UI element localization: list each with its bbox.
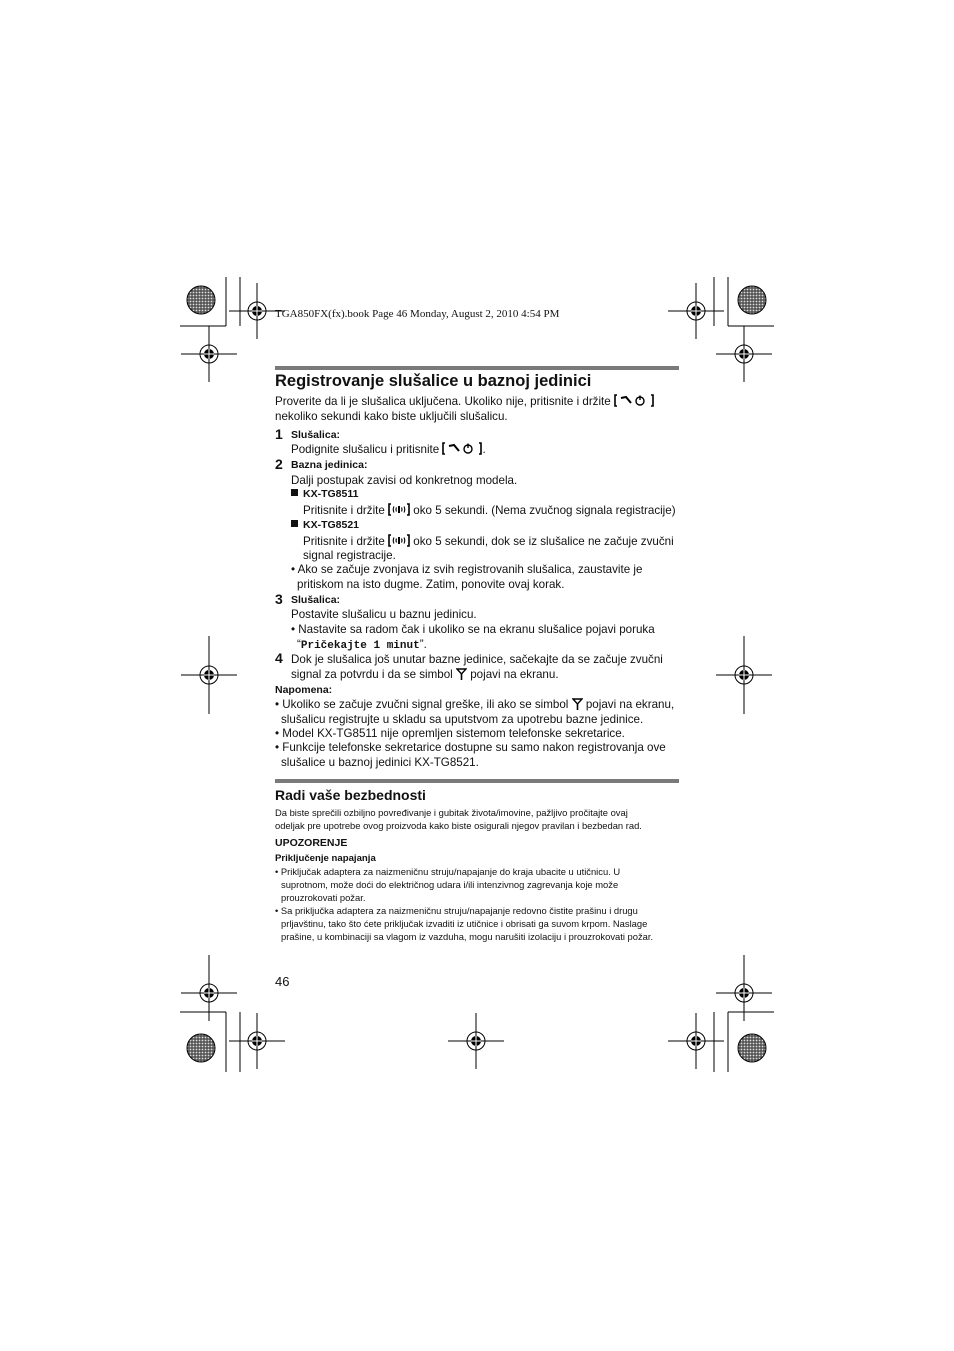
- step-text: signal za potvrdu i da se simbol pojavi na ekranu.: [291, 667, 559, 684]
- bullet-text: • Nastavite sa radom čak i ukoliko se na ekranu slušalice pojavi poruka: [291, 623, 655, 636]
- warning-bullet: prljavštinu, tako što ćete priključak izvaditi iz utičnice i obrisati ga suvom krpom. Naslage: [281, 918, 648, 929]
- warning-bullet: prouzrokovati požar.: [281, 892, 366, 903]
- intro-line-2: nekoliko sekundi kako biste uključili slušalicu.: [275, 410, 508, 423]
- model-text: Pritisnite i držite oko 5 sekundi. (Nema zvučnog signala registracije): [303, 503, 676, 520]
- step-text: Dalji postupak zavisi od konkretnog modela.: [291, 474, 518, 487]
- section-title: Registrovanje slušalice u baznoj jedinici: [275, 372, 592, 390]
- note-item: • Funkcije telefonske sekretarice dostupne su samo nakon registrovanja ove: [275, 741, 666, 754]
- safety-intro: Da biste sprečili ozbiljno povređivanje i gubitak života/imovine, pažljivo pročitajte ovaj: [275, 807, 628, 818]
- step-label: Slušalica:: [291, 594, 341, 606]
- model-heading: KX-TG8511: [291, 488, 358, 500]
- off-hook-power-key-icon: [614, 394, 654, 411]
- display-message: “Pričekajte 1 minut”.: [297, 638, 427, 652]
- step-number: 2: [275, 456, 283, 472]
- step-number: 1: [275, 426, 283, 442]
- section-rule: [275, 779, 679, 783]
- warning-bullet: • Sa priključka adaptera za naizmeničnu struju/napajanje redovno čistite prašinu i drugu: [275, 905, 638, 916]
- step-number: 3: [275, 591, 283, 607]
- page-number: 46: [275, 974, 290, 989]
- bullet-text: • Ako se začuje zvonjava iz svih registrovanih slušalica, zaustavite je: [291, 563, 643, 576]
- warning-bullet: prašine, u kombinaciji sa vlagom iz vazduha, mogu narušiti izolaciju i prouzrokovati požar.: [281, 931, 654, 942]
- safety-intro: odeljak pre upotrebe ovog proizvoda kako biste osigurali njegov pravilan i bezbedan rad.: [275, 820, 642, 831]
- model-text: signal registracije.: [303, 549, 396, 562]
- antenna-icon: [456, 668, 467, 684]
- model-text: Pritisnite i držite oko 5 sekundi, dok se iz slušalice ne začuje zvučni: [303, 534, 674, 551]
- off-hook-power-key-icon: [442, 442, 482, 459]
- intro-line-1: Proverite da li je slušalica uključena. Ukoliko nije, pritisnite i držite: [275, 394, 654, 411]
- bullet-text: pritiskom na isto dugme. Zatim, ponovite ovaj korak.: [297, 578, 565, 591]
- note-item: slušalicu registrujte u skladu sa uputstvom za upotrebu bazne jedinice.: [281, 713, 644, 726]
- note-label: Napomena:: [275, 684, 333, 696]
- model-heading: KX-TG8521: [291, 519, 359, 531]
- file-info-header: TGA850FX(fx).book Page 46 Monday, August 2, 2010 4:54 PM: [275, 308, 560, 320]
- note-item: • Ukoliko se začuje zvučni signal greške, ili ako se simbol pojavi na ekranu,: [275, 697, 674, 714]
- warning-bullet: • Priključak adaptera za naizmeničnu struju/napajanje do kraja ubacite u utičnicu. U: [275, 866, 621, 877]
- step-text: Postavite slušalicu u baznu jedinicu.: [291, 608, 477, 621]
- note-item: slušalice u baznoj jedinici KX-TG8521.: [281, 756, 479, 769]
- warning-heading: UPOZORENJE: [275, 837, 348, 849]
- step-text: Dok je slušalica još unutar bazne jedinice, sačekajte da se začuje zvučni: [291, 653, 663, 666]
- locator-key-icon: [388, 503, 410, 520]
- section-rule: [275, 366, 679, 370]
- step-text: Podignite slušalicu i pritisnite .: [291, 442, 486, 459]
- warning-bullet: suprotnom, može doći do električnog udara i/ili intenzivnog zagrevanja koje može: [281, 879, 619, 890]
- step-label: Slušalica:: [291, 429, 341, 441]
- note-item: • Model KX-TG8511 nije opremljen sistemom telefonske sekretarice.: [275, 727, 625, 740]
- step-number: 4: [275, 650, 283, 666]
- section-title: Radi vaše bezbednosti: [275, 787, 426, 803]
- warning-subheading: Priključenje napajanja: [275, 853, 376, 864]
- step-label: Bazna jedinica:: [291, 459, 368, 471]
